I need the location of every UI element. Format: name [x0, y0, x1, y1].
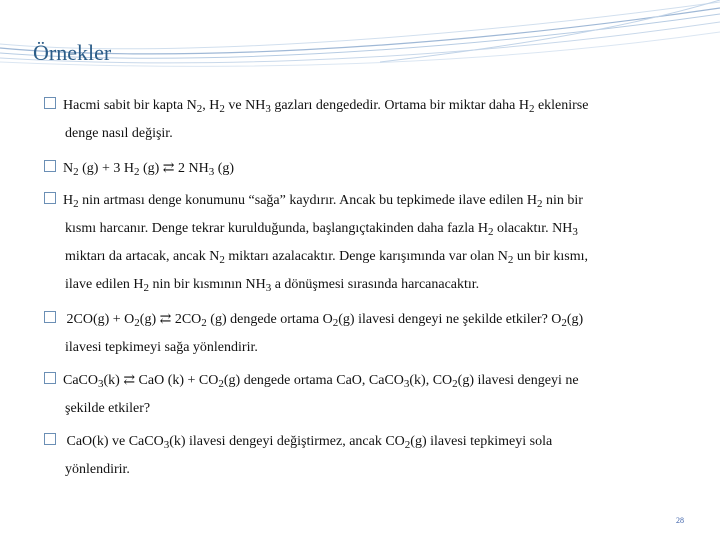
bullet-line: CaCO$_3$(k) ⇄ CaO $(k) + CO_2(g)$ dengede ortama CaO, CaCO$_3$(k), $CO_2(g)$ ilavesi dengeyi ne [44, 367, 684, 395]
bullet-icon [44, 372, 56, 384]
bullet-question-1 [44, 92, 684, 148]
bullet-icon [44, 311, 56, 323]
bullet-answer-1 [44, 187, 684, 299]
bullet-question-3 [44, 367, 684, 423]
bullet-line: ilavesi tepkimeyi sağa yönlendirir. [65, 340, 258, 355]
bullet-line: yönlendirir. [65, 462, 130, 477]
bullet-line: ilave edilen $H_2$ nin bir kısmının $NH_3$ a dönüşmesi sırasında harcanacaktır. [65, 277, 480, 294]
bullet-equation [44, 155, 684, 183]
bullet-icon [44, 97, 56, 109]
page-number: 28 [676, 516, 684, 525]
slide-title: Örnekler [33, 40, 112, 65]
bullet-answer-2 [44, 428, 684, 484]
bullet-line: Hacmi sabit bir kapta $N_2$, $H_2$ ve $NH_3$ gazları dengededir. Ortama bir miktar daha $H_2$ eklenirse [44, 92, 684, 120]
bullet-icon [44, 192, 56, 204]
bullet-line: $2CO(g) + O_2(g)$ ⇄ $2CO_2$ (g) dengede ortama $O_2(g)$ ilavesi dengeyi ne şekilde etkiler? $O_2(g)$ [44, 306, 684, 334]
bullet-line: CaO(k) ve CaCO$_3$(k) ilavesi dengeyi değiştirmez, ancak $CO_2(g)$ ilavesi tepkimeyi sola [44, 428, 684, 456]
bullet-line: $H_2$ nin artması denge konumunu “sağa” kaydırır. Ancak bu tepkimede ilave edilen $H_2$ nin bir [44, 187, 684, 215]
bullet-line: miktarı da artacak, ancak $N_2$ miktarı azalacaktır. Denge karışımında var olan $N_2$ un bir kısmı, [65, 249, 588, 266]
bullet-question-2 [44, 306, 684, 362]
bullet-line: şekilde etkiler? [65, 401, 151, 416]
bullet-line: $N_2$ (g) + 3 $H_2$ (g) ⇄ 2 $NH_3$ (g) [44, 155, 684, 183]
bullet-icon [44, 160, 56, 172]
bullet-icon [44, 433, 56, 445]
bullet-line: kısmı harcanır. Denge tekrar kurulduğunda, başlangıçtakinden daha fazla $H_2$ olacaktır. $NH_3$ [65, 221, 578, 238]
bullet-line: denge nasıl değişir. [65, 126, 173, 141]
